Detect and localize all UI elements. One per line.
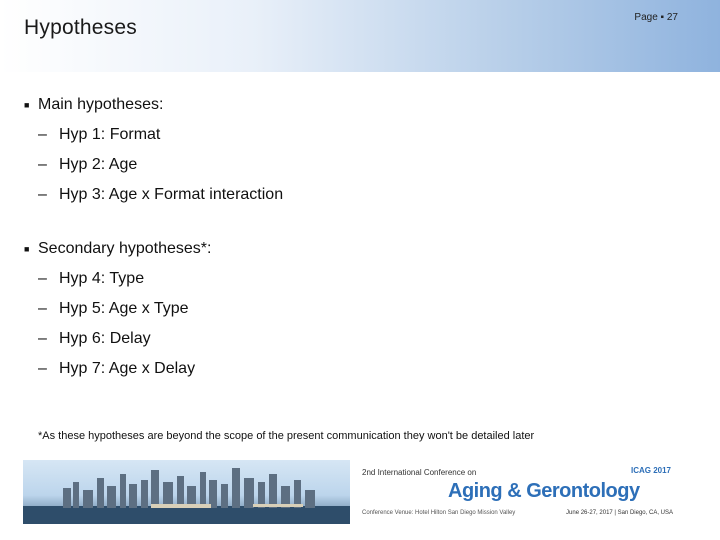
list-item-text: Hyp 7: Age x Delay [59,360,196,377]
dash-icon: – [38,156,47,173]
page-number: Page ▪ 27 [634,12,678,23]
slide-title: Hypotheses [24,16,137,39]
list-item-text: Hyp 1: Format [59,126,161,143]
conference-banner [23,460,683,524]
conference-subtitle: 2nd International Conference on [362,468,477,477]
list-item-text: Hyp 4: Type [59,270,145,287]
city-skyline-image [23,460,350,524]
list-item-text: Hyp 5: Age x Type [59,300,189,317]
bullet-text: Secondary hypotheses*: [38,240,212,257]
bullet-secondary-hypotheses [24,238,694,260]
list-item [38,268,694,290]
conference-date: June 26-27, 2017 | San Diego, CA, USA [566,510,673,516]
conference-logo: ICAG 2017 [630,466,671,475]
bullet-text: Main hypotheses: [38,96,164,113]
dash-icon: – [38,186,47,203]
conference-title: Aging & Gerontology [448,480,640,502]
conference-info [350,460,683,524]
dash-icon: – [38,270,47,287]
slide-content [24,94,694,380]
dash-icon: – [38,360,47,377]
list-item [38,154,694,176]
dash-icon: – [38,330,47,347]
conference-venue: Conference Venue: Hotel Hilton San Diego Mission Valley [362,510,516,516]
footnote: *As these hypotheses are beyond the scope of the present communication they won't be detailed later [38,430,535,442]
list-item-text: Hyp 6: Delay [59,330,151,347]
list-item [38,184,694,206]
list-item-text: Hyp 2: Age [59,156,138,173]
dash-icon: – [38,300,47,317]
list-item [38,358,694,380]
dash-icon: – [38,126,47,143]
bullet-main-hypotheses [24,94,694,116]
list-item [38,124,694,146]
list-item-text: Hyp 3: Age x Format interaction [59,186,284,203]
square-bullet-icon: ■ [24,244,30,254]
square-bullet-icon: ■ [24,100,30,110]
list-item [38,298,694,320]
list-item [38,328,694,350]
skyline-icon [23,460,350,524]
